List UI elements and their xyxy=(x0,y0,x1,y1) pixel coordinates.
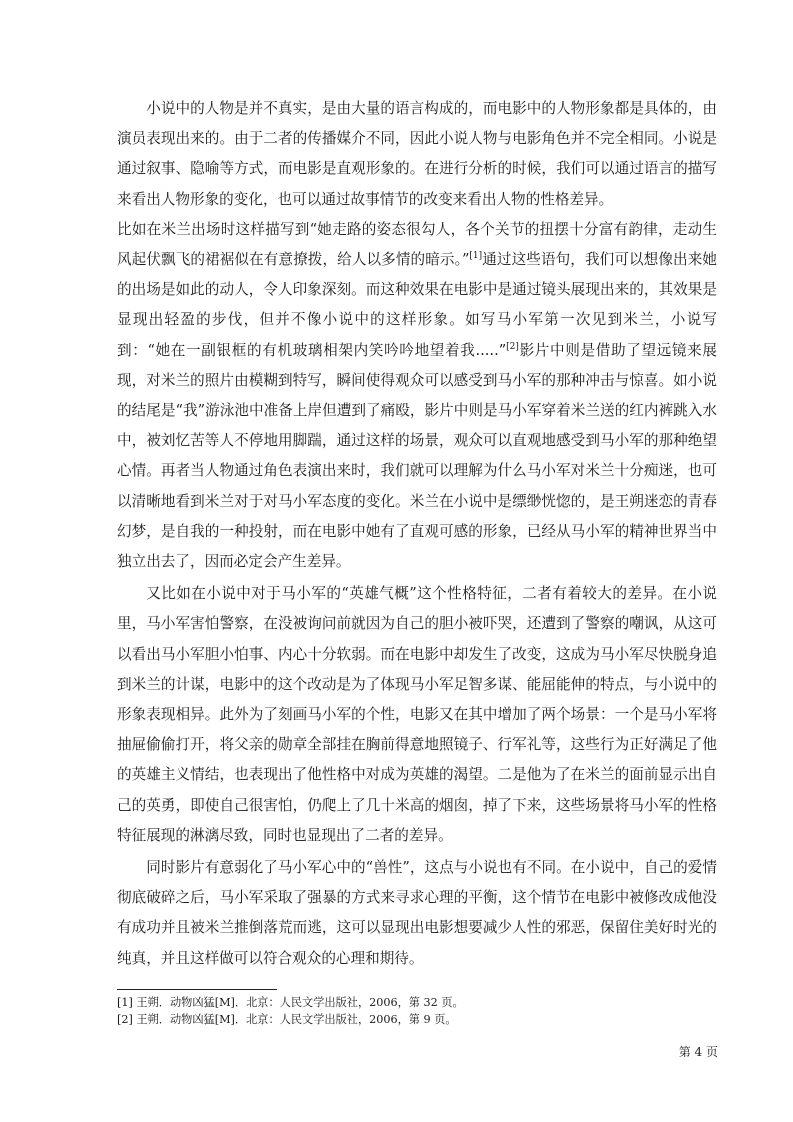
footnotes xyxy=(117,995,717,1028)
paragraph-2-part-b: 通过这些语句，我们可以想像出来她的出场是如此的动人，令人印象深刻。而这种效果在电影中是通过镜头展现出来的，其效果是显现出轻盈的步伐，但并不像小说中的这样形象。如写马小军第一次见到米兰，小说写到：“她在一副银框的有机玻璃相架内笑吟吟地望着我.....” xyxy=(117,251,717,359)
footnote-ref-2[interactable]: [2] xyxy=(506,341,519,352)
footnote-2: [2] 王朔．动物凶猛[M]．北京：人民文学出版社，2006，第 9 页。 xyxy=(117,1012,457,1026)
footnote-1: [1] 王朔．动物凶猛[M]．北京：人民文学出版社，2006，第 32 页。 xyxy=(117,996,464,1009)
paragraph-2-part-c: 影片中则是借助了望远镜来展现，对米兰的照片由模糊到特写，瞬间使得观众可以感受到马小军的那种冲击与惊喜。如小说的结尾是“我”游泳池中准备上岸但遭到了痛殴，影片中则是马小军穿着米兰送的红内裤跳入水中，被刘忆苦等人不停地用脚踹，通过这样的场景，观众可以直观地感受到马小军的那种绝望心情。再者当人物通过角色表演出来时，我们就可以理解为什么马小军对米兰十分痴迷，也可以清晰地看到米兰对于对马小军态度的变化。米兰在小说中是缥缈恍惚的，是王朔迷恋的青春幻梦，是自我的一种投射，而在电影中她有了直观可感的形象，已经从马小军的精神世界当中独立出去了，因而必定会产生差异。 xyxy=(117,341,717,571)
body-text xyxy=(117,94,717,974)
paragraph-2 xyxy=(117,215,717,577)
paragraph-3: 又比如在小说中对于马小军的“英雄气概”这个性格特征，二者有着较大的差异。在小说里，马小军害怕警察，在没被询问前就因为自己的胆小被吓哭，还遭到了警察的嘲讽，从这可以看出马小军胆小怕事、内心十分软弱。而在电影中却发生了改变，这成为马小军尽快脱身追到米兰的计谋，电影中的这个改动是为了体现马小军足智多谋、能屈能伸的特点，与小说中的形象表现相异。此外为了刻画马小军的个性，电影又在其中增加了两个场景：一个是马小军将抽屉偷偷打开，将父亲的勋章全部挂在胸前得意地照镜子、行军礼等，这些行为正好满足了他的英雄主义情结，也表现出了他性格中对成为英雄的渴望。二是他为了在米兰的面前显示出自己的英勇，即使自己很害怕，仍爬上了几十米高的烟囱，掉了下来，这些场景将马小军的性格特征展现的淋漓尽致，同时也显现出了二者的差异。 xyxy=(117,585,717,844)
footnote-separator xyxy=(117,989,277,990)
paragraph-4: 同时影片有意弱化了马小军心中的“兽性”，这点与小说也有不同。在小说中，自己的爱情彻底破碎之后，马小军采取了强暴的方式来寻求心理的平衡，这个情节在电影中被修改成他没有成功并且被米兰推倒落荒而逃，这可以显现出电影想要减少人性的邪恶，保留住美好时光的纯真，并且这样做可以符合观众的心理和期待。 xyxy=(117,859,717,967)
footnote-ref-1[interactable]: [1] xyxy=(469,251,483,262)
paragraph-1: 小说中的人物是并不真实，是由大量的语言构成的，而电影中的人物形象都是具体的，由演员表现出来的。由于二者的传播媒介不同，因此小说人物与电影角色并不完全相同。小说是通过叙事、隐喻等方式，而电影是直观形象的。在进行分析的时候，我们可以通过语言的描写来看出人物形象的变化，也可以通过故事情节的改变来看出人物的性格差异。 xyxy=(117,100,717,208)
paragraph-2-part-a: 比如在米兰出场时这样描写到“她走路的姿态很勾人，各个关节的扭摆十分富有韵律，走动生风起伏飘飞的裙裾似在有意撩拨，给人以多情的暗示。” xyxy=(117,220,717,269)
page-number: 第 4 页 xyxy=(678,1045,718,1059)
